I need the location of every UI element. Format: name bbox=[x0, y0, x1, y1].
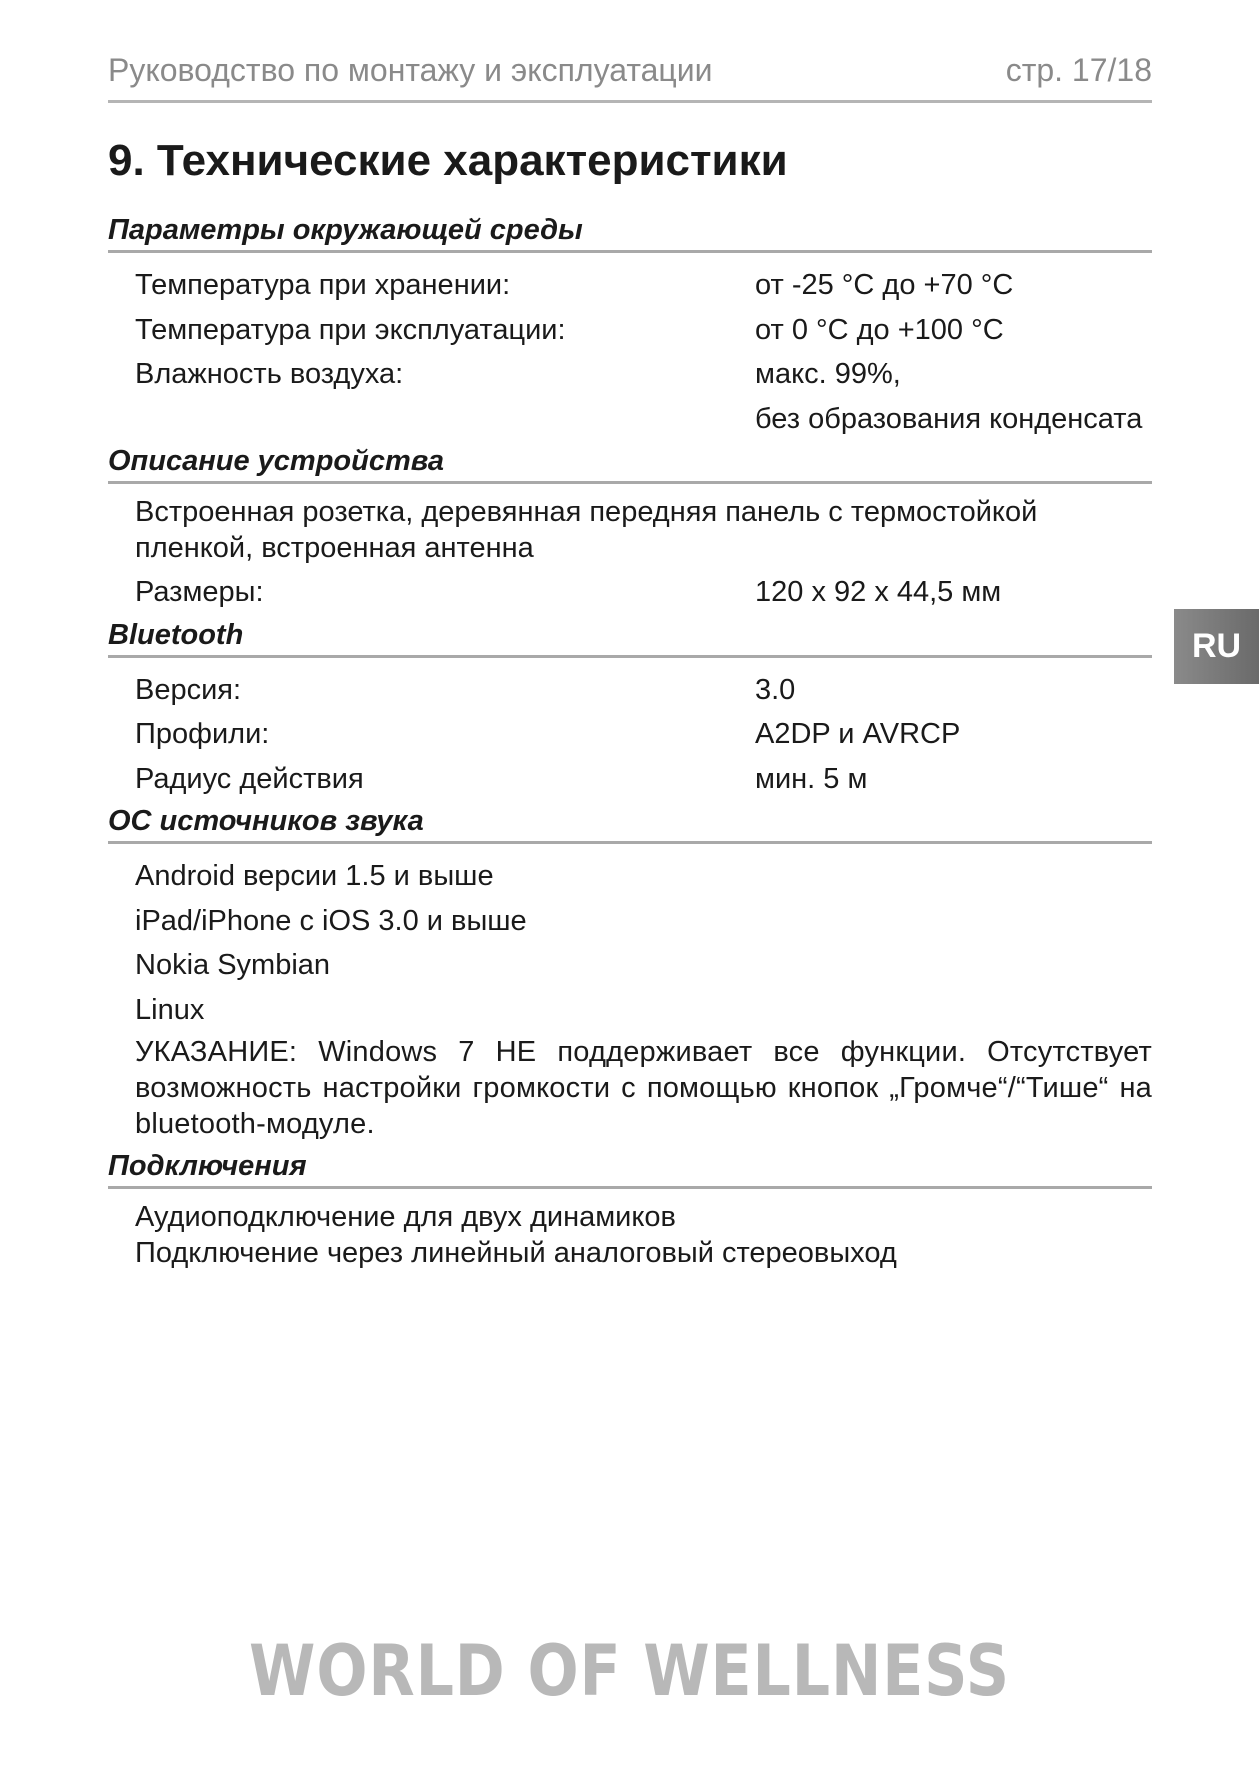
section-title-os: ОС источников звука bbox=[108, 801, 1152, 844]
page-header bbox=[108, 52, 1152, 102]
spec-label: Профили: bbox=[135, 718, 270, 750]
manual-title: Руководство по монтажу и эксплуатации bbox=[108, 52, 713, 88]
spec-label: Влажность воздуха: bbox=[135, 358, 404, 390]
spec-label: Радиус действия bbox=[135, 762, 364, 795]
section-title-bluetooth: Bluetooth bbox=[108, 615, 1152, 658]
spec-value: мин. 5 м bbox=[755, 762, 868, 795]
brand-logo: WORLD OF WELLNESS bbox=[249, 1630, 1010, 1712]
page-number: стр. 17/18 bbox=[1005, 52, 1152, 88]
spec-value: от -25 °C до +70 °C bbox=[755, 269, 1014, 301]
spec-label: Размеры: bbox=[135, 576, 264, 608]
spec-label: Версия: bbox=[135, 673, 242, 706]
section-title-connections: Подключения bbox=[108, 1146, 1152, 1189]
spec-row bbox=[108, 352, 1152, 397]
os-item: Linux bbox=[135, 993, 205, 1026]
connection-item: Подключение через линейный аналоговый стереовыход bbox=[135, 1237, 897, 1269]
spec-value: A2DP и AVRCP bbox=[755, 718, 961, 750]
section-title-environment: Параметры окружающей среды bbox=[108, 210, 1152, 253]
os-note: УКАЗАНИЕ: Windows 7 НЕ поддерживает все функции. Отсутствует возможность настройки громкости с помощью кнопок „Громче“/“Тише“ на bluetooth-модуле. bbox=[135, 1036, 1152, 1140]
spec-row bbox=[108, 308, 1152, 353]
device-description: Встроенная розетка, деревянная передняя панель с термостойкой пленкой, встроенная антенна bbox=[135, 496, 1038, 564]
header-divider bbox=[108, 100, 1152, 103]
spec-label: Температура при хранении: bbox=[135, 269, 511, 301]
spec-row bbox=[108, 570, 1152, 615]
spec-content bbox=[108, 210, 1152, 1271]
spec-value: 3.0 bbox=[755, 673, 796, 706]
os-item: Nokia Symbian bbox=[135, 949, 331, 981]
spec-row bbox=[108, 263, 1152, 308]
spec-value: от 0 °C до +100 °C bbox=[755, 313, 1004, 346]
spec-row bbox=[108, 668, 1152, 713]
chapter-title: 9. Технические характеристики bbox=[108, 136, 788, 185]
spec-value: 120 x 92 x 44,5 мм bbox=[755, 576, 1002, 608]
connection-item: Аудиоподключение для двух динамиков bbox=[135, 1201, 676, 1233]
spec-label: Температура при эксплуатации: bbox=[135, 313, 566, 346]
spec-value: макс. 99%, bbox=[755, 358, 901, 390]
language-tab: RU bbox=[1174, 609, 1259, 684]
manual-page bbox=[108, 0, 1152, 1786]
spec-value: без образования конденсата bbox=[755, 402, 1143, 435]
spec-row bbox=[108, 757, 1152, 802]
spec-row bbox=[108, 397, 1152, 442]
os-item: iPad/iPhone с iOS 3.0 и выше bbox=[135, 904, 527, 937]
spec-row bbox=[108, 712, 1152, 757]
os-item: Android версии 1.5 и выше bbox=[135, 860, 494, 892]
section-title-device: Описание устройства bbox=[108, 441, 1152, 484]
spec-label bbox=[135, 397, 755, 442]
